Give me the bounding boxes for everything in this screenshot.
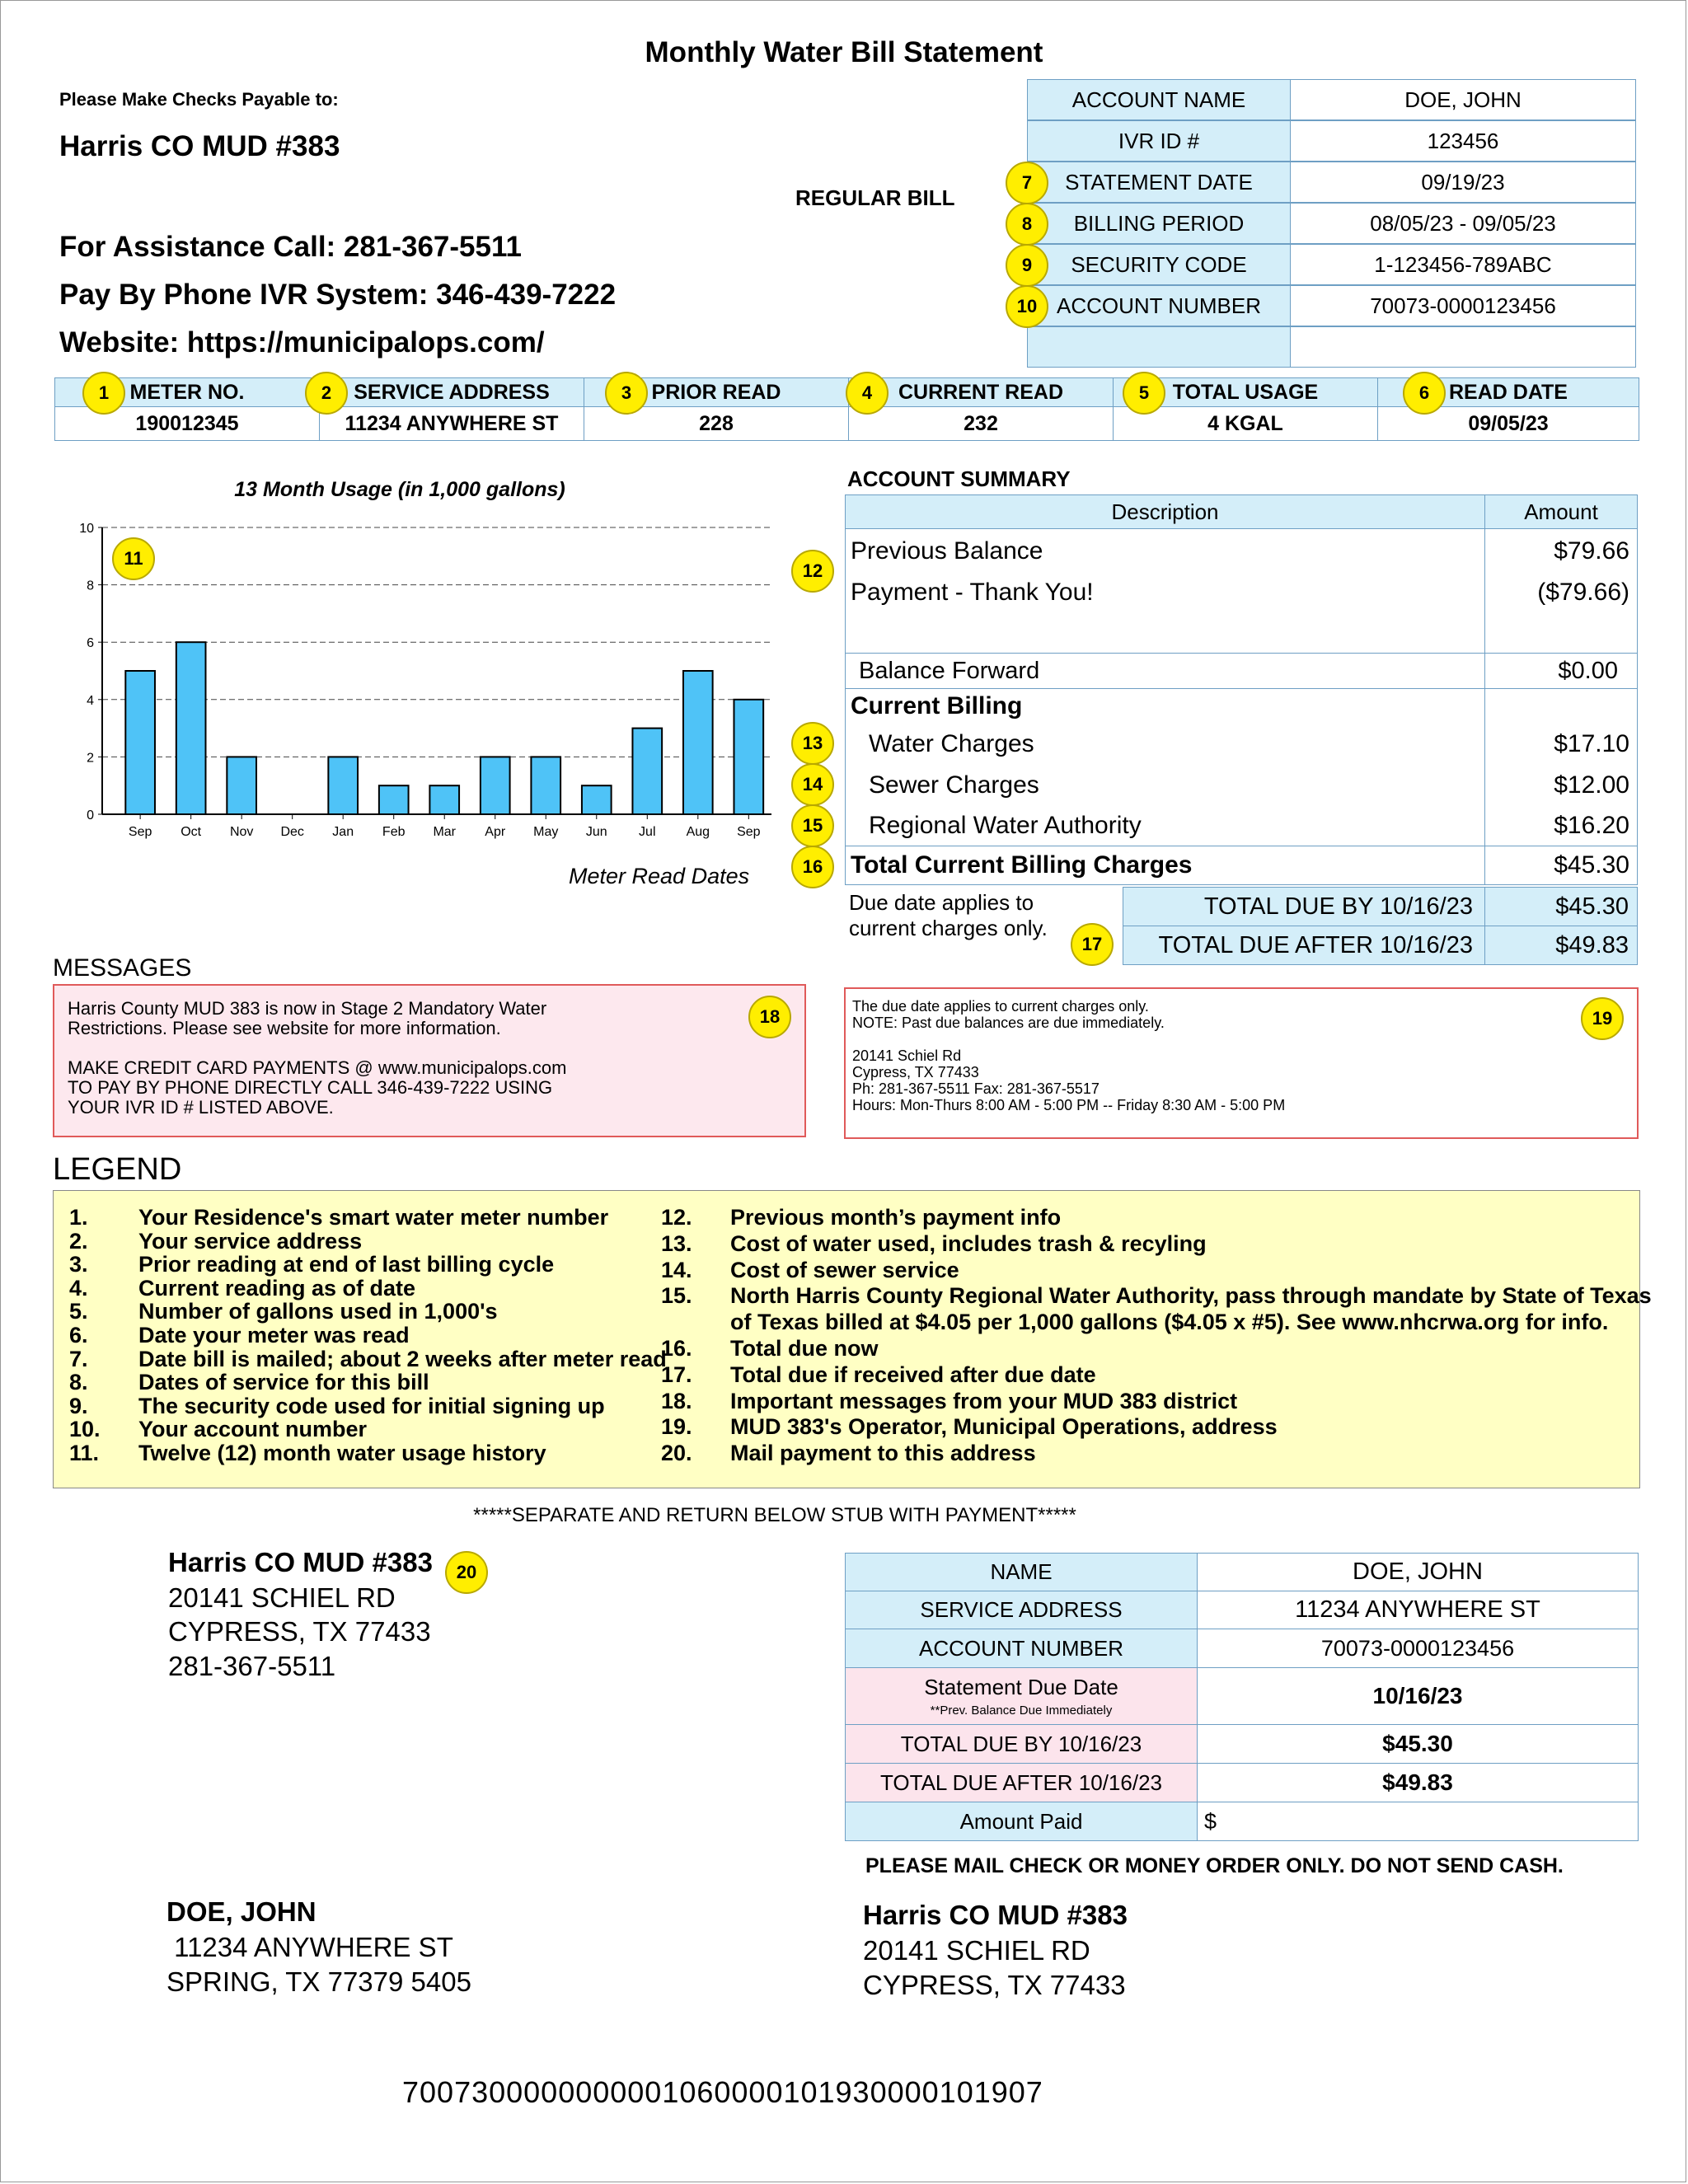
customer-address-line2: SPRING, TX 77379 5405: [166, 1966, 471, 1997]
total-usage-header: TOTAL USAGE: [1113, 377, 1378, 407]
stub-total-due-by-value: $45.30: [1197, 1724, 1639, 1764]
current-read-header: CURRENT READ: [848, 377, 1114, 407]
badge-15: 15: [791, 804, 834, 847]
stub-name-value: DOE, JOHN: [1197, 1553, 1639, 1591]
message-line: Restrictions. Please see website for more information.: [68, 1018, 501, 1038]
security-code-value: 1-123456-789ABC: [1290, 244, 1636, 285]
legend-item-text: The security code used for initial signing up: [138, 1393, 605, 1418]
x-tick-label: Oct: [181, 825, 202, 839]
statement-date-label: STATEMENT DATE: [1027, 162, 1291, 203]
message-line: Cypress, TX 77433: [852, 1064, 979, 1080]
legend-item-number: 2.: [69, 1228, 88, 1254]
company-name: Harris CO MUD #383: [59, 130, 340, 162]
badge-19: 19: [1581, 997, 1624, 1040]
message-line: The due date applies to current charges only.: [852, 998, 1149, 1015]
legend-item-text: of Texas billed at $4.05 per 1,000 gallons ($4.05 x #5). See www.nhcrwa.org for info.: [730, 1310, 1609, 1335]
usage-bar: [176, 642, 206, 814]
x-tick-label: Sep: [128, 825, 152, 839]
legend-item: [69, 1347, 667, 1372]
legend-item: [661, 1231, 1207, 1257]
message-line: TO PAY BY PHONE DIRECTLY CALL 346-439-7222 USING: [68, 1077, 553, 1098]
usage-bar: [632, 729, 662, 814]
legend-title: LEGEND: [53, 1152, 182, 1187]
previous-balance-amount: $79.66: [1554, 537, 1629, 565]
legend-item-number: 16.: [661, 1336, 692, 1361]
message-line: NOTE: Past due balances are due immediately.: [852, 1015, 1165, 1031]
remit-name: Harris CO MUD #383: [863, 1900, 1128, 1930]
legend-item-text: Twelve (12) month water usage history: [138, 1441, 546, 1465]
stub-service-address-value: 11234 ANYWHERE ST: [1197, 1591, 1639, 1629]
legend-item-number: 5.: [69, 1299, 88, 1324]
legend-item: [69, 1276, 415, 1301]
legend-item-number: 13.: [661, 1230, 692, 1256]
stub-account-number-value: 70073-0000123456: [1197, 1629, 1639, 1668]
legend-item: [661, 1310, 1608, 1335]
legend-item-number: 10.: [69, 1417, 101, 1442]
message-line: Ph: 281-367-5511 Fax: 281-367-5517: [852, 1080, 1100, 1097]
message-line: Hours: Mon-Thurs 8:00 AM - 5:00 PM -- Friday 8:30 AM - 5:00 PM: [852, 1097, 1286, 1113]
stub-total-due-by-label: TOTAL DUE BY 10/16/23: [845, 1724, 1198, 1764]
usage-bar: [481, 757, 510, 814]
legend-item-number: 18.: [661, 1388, 692, 1413]
usage-bar: [734, 700, 763, 814]
message-line: YOUR IVR ID # LISTED ABOVE.: [68, 1097, 334, 1118]
y-tick-label: 10: [79, 522, 94, 536]
badge-11: 11: [112, 537, 155, 580]
legend-item-text: MUD 383's Operator, Municipal Operations, address: [730, 1414, 1278, 1440]
legend-item: [661, 1414, 1278, 1440]
payment-scanline: 700730000000000106000010193000010190​7: [402, 2075, 1043, 2109]
balance-forward-amount: $0.00: [1558, 658, 1618, 684]
usage-bar: [531, 757, 560, 814]
legend-item-number: 4.: [69, 1275, 88, 1301]
regional-water-amount: $16.20: [1554, 812, 1629, 839]
legend-item: [69, 1323, 410, 1348]
billing-period-label: BILLING PERIOD: [1027, 203, 1291, 244]
badge-18: 18: [748, 996, 791, 1038]
security-code-label: SECURITY CODE: [1027, 244, 1291, 285]
service-address-header: SERVICE ADDRESS: [319, 377, 584, 407]
total-current-amount: $45.30: [1554, 851, 1629, 879]
message-line: Harris County MUD 383 is now in Stage 2 Mandatory Water: [68, 998, 547, 1019]
messages-title: MESSAGES: [53, 954, 192, 982]
y-tick-label: 6: [87, 636, 94, 651]
remit-address-line1: 20141 SCHIEL RD: [863, 1935, 1090, 1966]
total-usage-value: 4 KGAL: [1113, 406, 1378, 441]
stub-due-date-label-cell: [845, 1667, 1198, 1725]
legend-item-text: Current reading as of date: [138, 1275, 416, 1301]
summary-title: ACCOUNT SUMMARY: [847, 466, 1071, 491]
previous-balance-label: Previous Balance: [851, 537, 1043, 565]
summary-desc-header: Description: [845, 494, 1485, 529]
meter-no-header: METER NO.: [54, 377, 320, 407]
stub-name-label: NAME: [845, 1553, 1198, 1591]
legend-item: [661, 1258, 959, 1283]
usage-chart: [49, 511, 775, 857]
legend-item-text: Important messages from your MUD 383 district: [730, 1388, 1238, 1413]
total-due-by-label: TOTAL DUE BY 10/16/23: [1123, 887, 1485, 926]
badge-7: 7: [1006, 162, 1048, 204]
y-tick-label: 4: [87, 693, 94, 708]
legend-item-text: Cost of sewer service: [730, 1257, 959, 1282]
payable-label: Please Make Checks Payable to:: [59, 89, 339, 110]
badge-20: 20: [445, 1551, 488, 1594]
account-name-value: DOE, JOHN: [1290, 79, 1636, 120]
legend-item-text: Date bill is mailed; about 2 weeks after meter read: [138, 1346, 667, 1371]
district-message: [68, 999, 566, 1118]
badge-2: 2: [305, 372, 348, 415]
legend-item-text: Previous month’s payment info: [730, 1205, 1062, 1230]
legend-item: [69, 1252, 554, 1277]
badge-8: 8: [1006, 203, 1048, 246]
badge-1: 1: [82, 372, 125, 415]
summary-amount-header: Amount: [1484, 494, 1638, 529]
stub-address-line1: 20141 SCHIEL RD: [168, 1582, 396, 1613]
mail-note: PLEASE MAIL CHECK OR MONEY ORDER ONLY. DO NOT SEND CASH.: [865, 1854, 1564, 1877]
customer-name: DOE, JOHN: [166, 1896, 316, 1927]
account-name-label: ACCOUNT NAME: [1027, 79, 1291, 120]
badge-3: 3: [605, 372, 648, 415]
x-tick-label: Dec: [280, 825, 304, 839]
current-billing-heading: Current Billing: [851, 692, 1023, 719]
legend-item: [69, 1205, 608, 1230]
separator-line: *****SEPARATE AND RETURN BELOW STUB WITH PAYMENT*****: [473, 1504, 1076, 1526]
legend-item-text: Mail payment to this address: [730, 1441, 1036, 1466]
badge-5: 5: [1123, 372, 1165, 415]
x-tick-label: Apr: [485, 825, 506, 839]
legend-item: [69, 1441, 546, 1466]
website-link[interactable]: Website: https://municipalops.com/: [59, 326, 545, 359]
legend-item-text: Prior reading at end of last billing cycle: [138, 1252, 555, 1277]
payment-amount: ($79.66): [1537, 579, 1629, 606]
x-tick-label: Feb: [382, 825, 406, 839]
legend-item: [661, 1389, 1237, 1414]
read-date-header: READ DATE: [1377, 377, 1639, 407]
legend-item-text: Dates of service for this bill: [138, 1370, 429, 1395]
stub-total-due-after-value: $49.83: [1197, 1763, 1639, 1802]
sewer-charges-label: Sewer Charges: [869, 771, 1039, 799]
legend-item-text: North Harris County Regional Water Authority, pass through mandate by State of Texas: [730, 1283, 1652, 1309]
sewer-charges-amount: $12.00: [1554, 771, 1629, 799]
stub-total-due-after-label: TOTAL DUE AFTER 10/16/23: [845, 1763, 1198, 1802]
usage-bar: [683, 671, 713, 814]
legend-item: [69, 1394, 605, 1419]
legend-item: [69, 1299, 498, 1324]
usage-bar: [429, 785, 459, 814]
stub-due-date-label: Statement Due Date: [924, 1675, 1118, 1699]
legend-item-text: Your account number: [138, 1417, 368, 1442]
chart-x-label: Meter Read Dates: [569, 864, 750, 888]
account-number-label: ACCOUNT NUMBER: [1027, 285, 1291, 326]
x-tick-label: Sep: [737, 825, 761, 839]
legend-item-number: 1.: [69, 1205, 88, 1230]
chart-title: 13 Month Usage (in 1,000 gallons): [234, 478, 565, 501]
legend-item-number: 3.: [69, 1252, 88, 1277]
water-charges-amount: $17.10: [1554, 730, 1629, 757]
legend-item-text: Your Residence's smart water meter number: [138, 1205, 609, 1230]
legend-item-number: 14.: [661, 1257, 692, 1282]
x-tick-label: Aug: [686, 825, 710, 839]
legend-item-text: Number of gallons used in 1,000's: [138, 1299, 498, 1324]
stub-address-line2: CYPRESS, TX 77433: [168, 1616, 431, 1647]
legend-item-number: 17.: [661, 1361, 692, 1387]
badge-9: 9: [1006, 244, 1048, 287]
legend-item-number: 6.: [69, 1323, 88, 1347]
legend-item: [661, 1205, 1061, 1230]
stub-account-number-label: ACCOUNT NUMBER: [845, 1629, 1198, 1668]
statement-title: Monthly Water Bill Statement: [645, 36, 1043, 68]
legend-item-text: Total due if received after due date: [730, 1361, 1096, 1387]
ivr-id-value: 123456: [1290, 120, 1636, 162]
read-date-value: 09/05/23: [1377, 406, 1639, 441]
badge-16: 16: [791, 846, 834, 888]
legend-item: [69, 1417, 367, 1442]
legend-item-number: 8.: [69, 1370, 88, 1395]
statement-date-value: 09/19/23: [1290, 162, 1636, 203]
payment-label: Payment - Thank You!: [851, 579, 1094, 606]
account-number-value: 70073-0000123456: [1290, 285, 1636, 326]
badge-4: 4: [846, 372, 889, 415]
service-address-value: 11234 ANYWHERE ST: [319, 406, 584, 441]
assistance-phone[interactable]: For Assistance Call: 281-367-5511: [59, 231, 522, 263]
ivr-id-label: IVR ID #: [1027, 120, 1291, 162]
legend-item: [661, 1336, 878, 1361]
empty-value-cell: [1290, 326, 1636, 368]
due-note-line2: current charges only.: [849, 916, 1048, 940]
total-due-after-label: TOTAL DUE AFTER 10/16/23: [1123, 926, 1485, 965]
due-note-line1: Due date applies to: [849, 890, 1034, 915]
y-tick-label: 2: [87, 751, 94, 766]
legend-item-text: Cost of water used, includes trash & recyling: [730, 1230, 1207, 1256]
legend-item-number: 7.: [69, 1346, 88, 1371]
billing-period-value: 08/05/23 - 09/05/23: [1290, 203, 1636, 244]
legend-item-number: 9.: [69, 1393, 88, 1418]
legend-item-number: 19.: [661, 1414, 692, 1440]
usage-bar: [227, 757, 256, 814]
x-tick-label: Mar: [433, 825, 457, 839]
x-tick-label: Jul: [639, 825, 656, 839]
meter-no-value: 190012345: [54, 406, 320, 441]
badge-6: 6: [1403, 372, 1446, 415]
stub-amount-paid-label: Amount Paid: [845, 1802, 1198, 1841]
total-due-after-amount: $49.83: [1484, 926, 1638, 965]
remit-address-line2: CYPRESS, TX 77433: [863, 1970, 1126, 2000]
legend-item-text: Total due now: [730, 1336, 879, 1361]
water-charges-label: Water Charges: [869, 730, 1034, 757]
badge-14: 14: [791, 763, 834, 806]
legend-item-number: 20.: [661, 1441, 692, 1466]
legend-item: [661, 1283, 1652, 1309]
stub-phone: 281-367-5511: [168, 1651, 336, 1681]
legend-item-number: 12.: [661, 1205, 692, 1230]
legend-item: [661, 1441, 1036, 1466]
x-tick-label: May: [533, 825, 559, 839]
usage-bar: [328, 757, 358, 814]
y-tick-label: 0: [87, 808, 94, 823]
badge-12: 12: [791, 550, 834, 593]
legend-item: [69, 1370, 429, 1395]
prior-read-value: 228: [584, 406, 849, 441]
badge-10: 10: [1006, 285, 1048, 328]
y-tick-label: 8: [87, 579, 94, 593]
empty-label-cell: [1027, 326, 1291, 368]
stub-due-date-value: 10/16/23: [1197, 1667, 1639, 1725]
stub-service-address-label: SERVICE ADDRESS: [845, 1591, 1198, 1629]
legend-item-number: 11.: [69, 1441, 100, 1465]
stub-company: Harris CO MUD #383: [168, 1547, 433, 1577]
stub-amount-paid-field[interactable]: $: [1197, 1802, 1639, 1841]
legend-item: [69, 1229, 362, 1254]
legend-item-text: Your service address: [138, 1228, 363, 1254]
legend-item: [661, 1362, 1096, 1388]
x-tick-label: Jun: [585, 825, 607, 839]
legend-item-number: 15.: [661, 1283, 692, 1309]
ivr-phone[interactable]: Pay By Phone IVR System: 346-439-7222: [59, 279, 617, 311]
badge-17: 17: [1071, 923, 1114, 966]
balance-forward-label: Balance Forward: [859, 658, 1040, 684]
badge-13: 13: [791, 722, 834, 765]
regional-water-label: Regional Water Authority: [869, 812, 1142, 839]
x-tick-label: Jan: [332, 825, 354, 839]
bill-type: REGULAR BILL: [795, 185, 955, 210]
x-tick-label: Nov: [229, 825, 254, 839]
total-current-label: Total Current Billing Charges: [851, 851, 1193, 879]
message-line: 20141 Schiel Rd: [852, 1047, 962, 1064]
total-due-by-amount: $45.30: [1484, 887, 1638, 926]
prior-read-header: PRIOR READ: [584, 377, 849, 407]
usage-bar: [379, 785, 409, 814]
operator-message: [852, 998, 1285, 1113]
current-read-value: 232: [848, 406, 1114, 441]
usage-bar: [125, 671, 155, 814]
customer-address-line1: 11234 ANYWHERE ST: [166, 1932, 453, 1962]
stub-due-date-note: **Prev. Balance Due Immediately: [930, 1704, 1113, 1718]
usage-bar: [582, 785, 612, 814]
legend-item-text: Date your meter was read: [138, 1323, 410, 1347]
message-line: MAKE CREDIT CARD PAYMENTS @ www.municipalops.com: [68, 1057, 567, 1078]
